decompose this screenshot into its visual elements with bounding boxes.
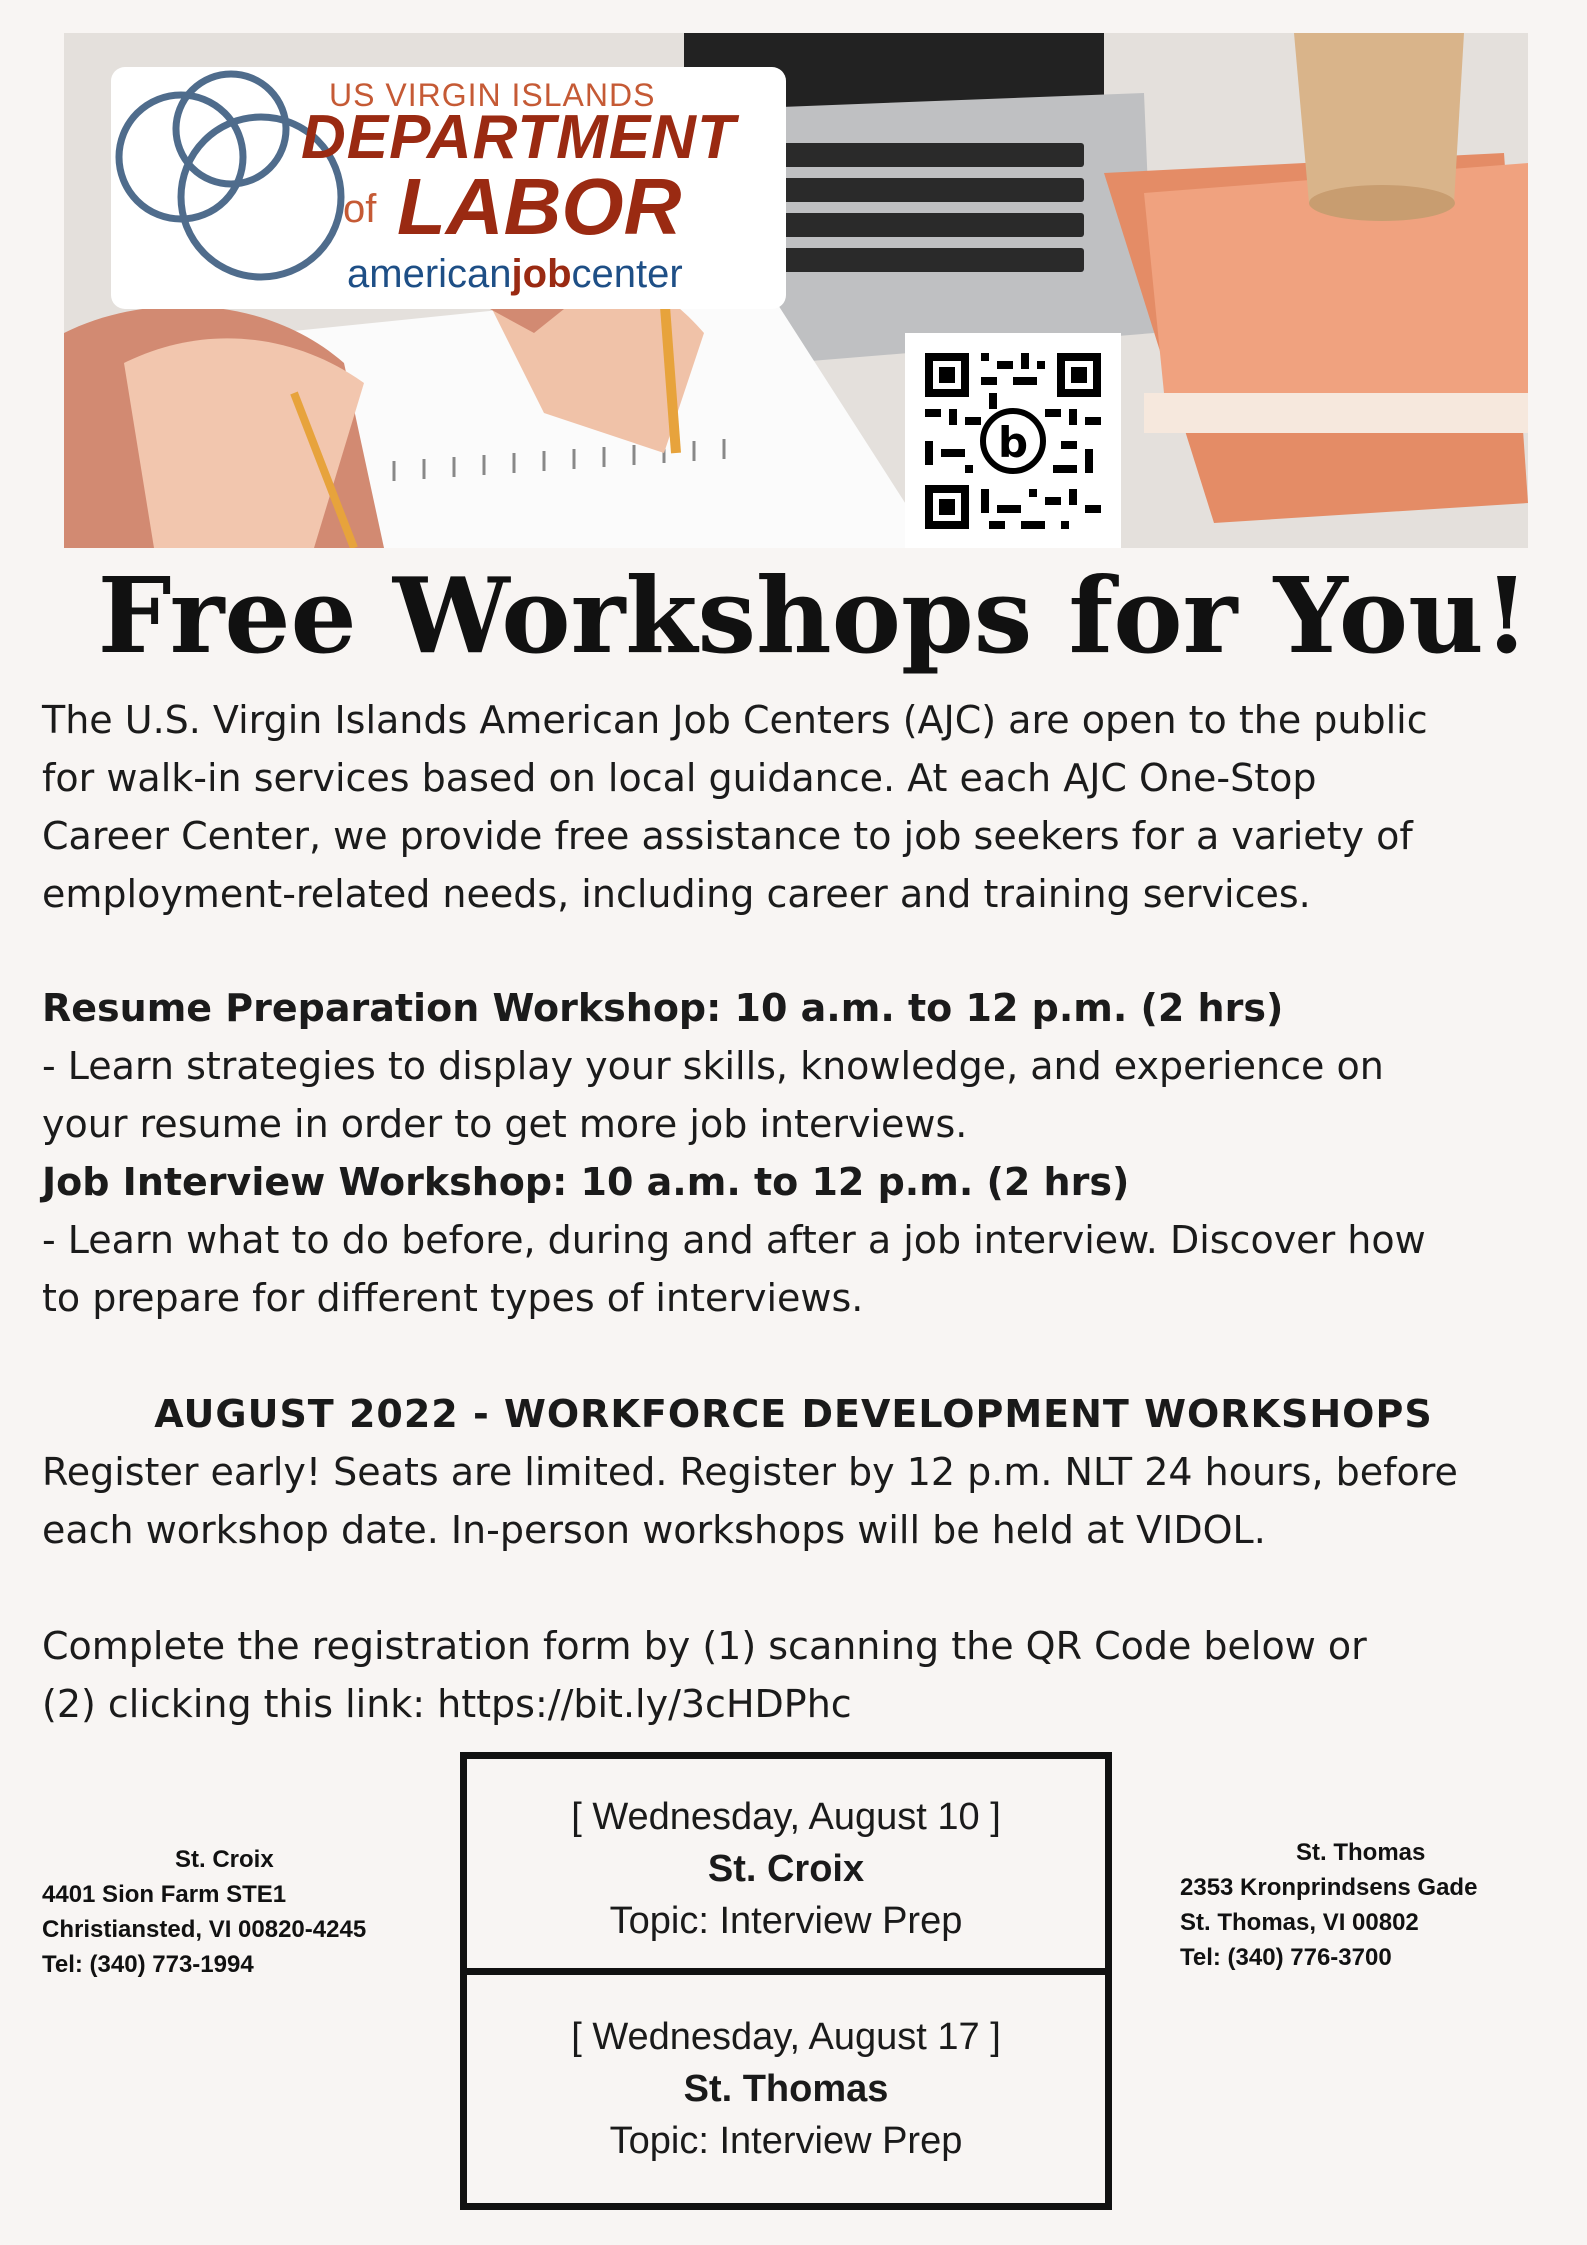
registration-qr-code[interactable]: [905, 333, 1121, 548]
intro-line: employment-related needs, including career and training services.: [42, 872, 1311, 916]
intro-line: The U.S. Virgin Islands American Job Centers (AJC) are open to the public: [42, 698, 1428, 742]
hero-photo: [64, 33, 1528, 548]
schedule-slot: [467, 2011, 1105, 2167]
intro-line: Career Center, we provide free assistance to job seekers for a variety of: [42, 814, 1413, 858]
resume-workshop-heading: Resume Preparation Workshop: 10 a.m. to 12 p.m. (2 hrs): [42, 986, 1284, 1030]
schedule-divider: [467, 1968, 1105, 1975]
register-line: Register early! Seats are limited. Register by 12 p.m. NLT 24 hours, before: [42, 1450, 1458, 1494]
st-thomas-name: St. Thomas: [1296, 1839, 1426, 1866]
schedule-topic: Topic: Interview Prep: [609, 1900, 963, 1942]
complete-line: Complete the registration form by (1) scanning the QR Code below or: [42, 1624, 1367, 1668]
interview-workshop-line: to prepare for different types of interviews.: [42, 1276, 864, 1320]
resume-workshop-line: your resume in order to get more job interviews.: [42, 1102, 968, 1146]
logo-of-text: of: [343, 187, 377, 231]
svg-text:b: b: [997, 418, 1029, 467]
schedule-slot: [467, 1791, 1105, 1947]
logo-labor-text: LABOR: [397, 162, 682, 251]
logo-ajc-text: [347, 252, 683, 297]
logo-department-text: DEPARTMENT: [301, 103, 736, 172]
register-line: each workshop date. In-person workshops will be held at VIDOL.: [42, 1508, 1266, 1552]
logo-ajc-part-a: american: [347, 252, 512, 296]
intro-paragraph: [42, 691, 1542, 923]
registration-link[interactable]: (2) clicking this link: https://bit.ly/3cHDPhc: [42, 1682, 852, 1726]
workshops-section: [42, 979, 1542, 1327]
schedule-location: St. Thomas: [683, 2068, 889, 2110]
intro-line: for walk-in services based on local guidance. At each AJC One-Stop: [42, 756, 1317, 800]
schedule-date: [ Wednesday, August 17 ]: [571, 2016, 1001, 2058]
st-thomas-street: 2353 Kronprindsens Gade: [1180, 1874, 1478, 1901]
st-croix-city: Christiansted, VI 00820-4245: [42, 1916, 367, 1943]
resume-workshop-line: - Learn strategies to display your skills, knowledge, and experience on: [42, 1044, 1384, 1088]
st-croix-street: 4401 Sion Farm STE1: [42, 1881, 287, 1908]
interview-workshop-line: - Learn what to do before, during and after a job interview. Discover how: [42, 1218, 1426, 1262]
st-croix-name: St. Croix: [175, 1846, 274, 1873]
qr-code-icon: [925, 353, 1101, 529]
august-workshops-heading: AUGUST 2022 - WORKFORCE DEVELOPMENT WORKSHOPS: [154, 1392, 1433, 1436]
page-title: Free Workshops for You!: [97, 554, 1530, 677]
logo-ajc-part-b: job: [511, 252, 572, 296]
logo-ajc-part-c: center: [571, 252, 683, 296]
workshop-schedule: [460, 1752, 1112, 2210]
st-croix-address: [42, 1842, 366, 1982]
interview-workshop-heading: Job Interview Workshop: 10 a.m. to 12 p.m. (2 hrs): [42, 1160, 1130, 1204]
schedule-date: [ Wednesday, August 10 ]: [571, 1796, 1001, 1838]
schedule-topic: Topic: Interview Prep: [609, 2120, 963, 2162]
st-thomas-city: St. Thomas, VI 00802: [1180, 1909, 1419, 1936]
register-paragraph: [42, 1443, 1542, 1559]
complete-registration-paragraph: [42, 1617, 1542, 1733]
st-thomas-phone: Tel: (340) 776-3700: [1180, 1944, 1392, 1971]
st-thomas-address: [1180, 1835, 1477, 1975]
st-croix-phone: Tel: (340) 773-1994: [42, 1951, 254, 1978]
logo-region-text: US VIRGIN ISLANDS: [329, 77, 656, 113]
schedule-location: St. Croix: [707, 1848, 865, 1890]
dept-of-labor-logo: [111, 67, 786, 309]
